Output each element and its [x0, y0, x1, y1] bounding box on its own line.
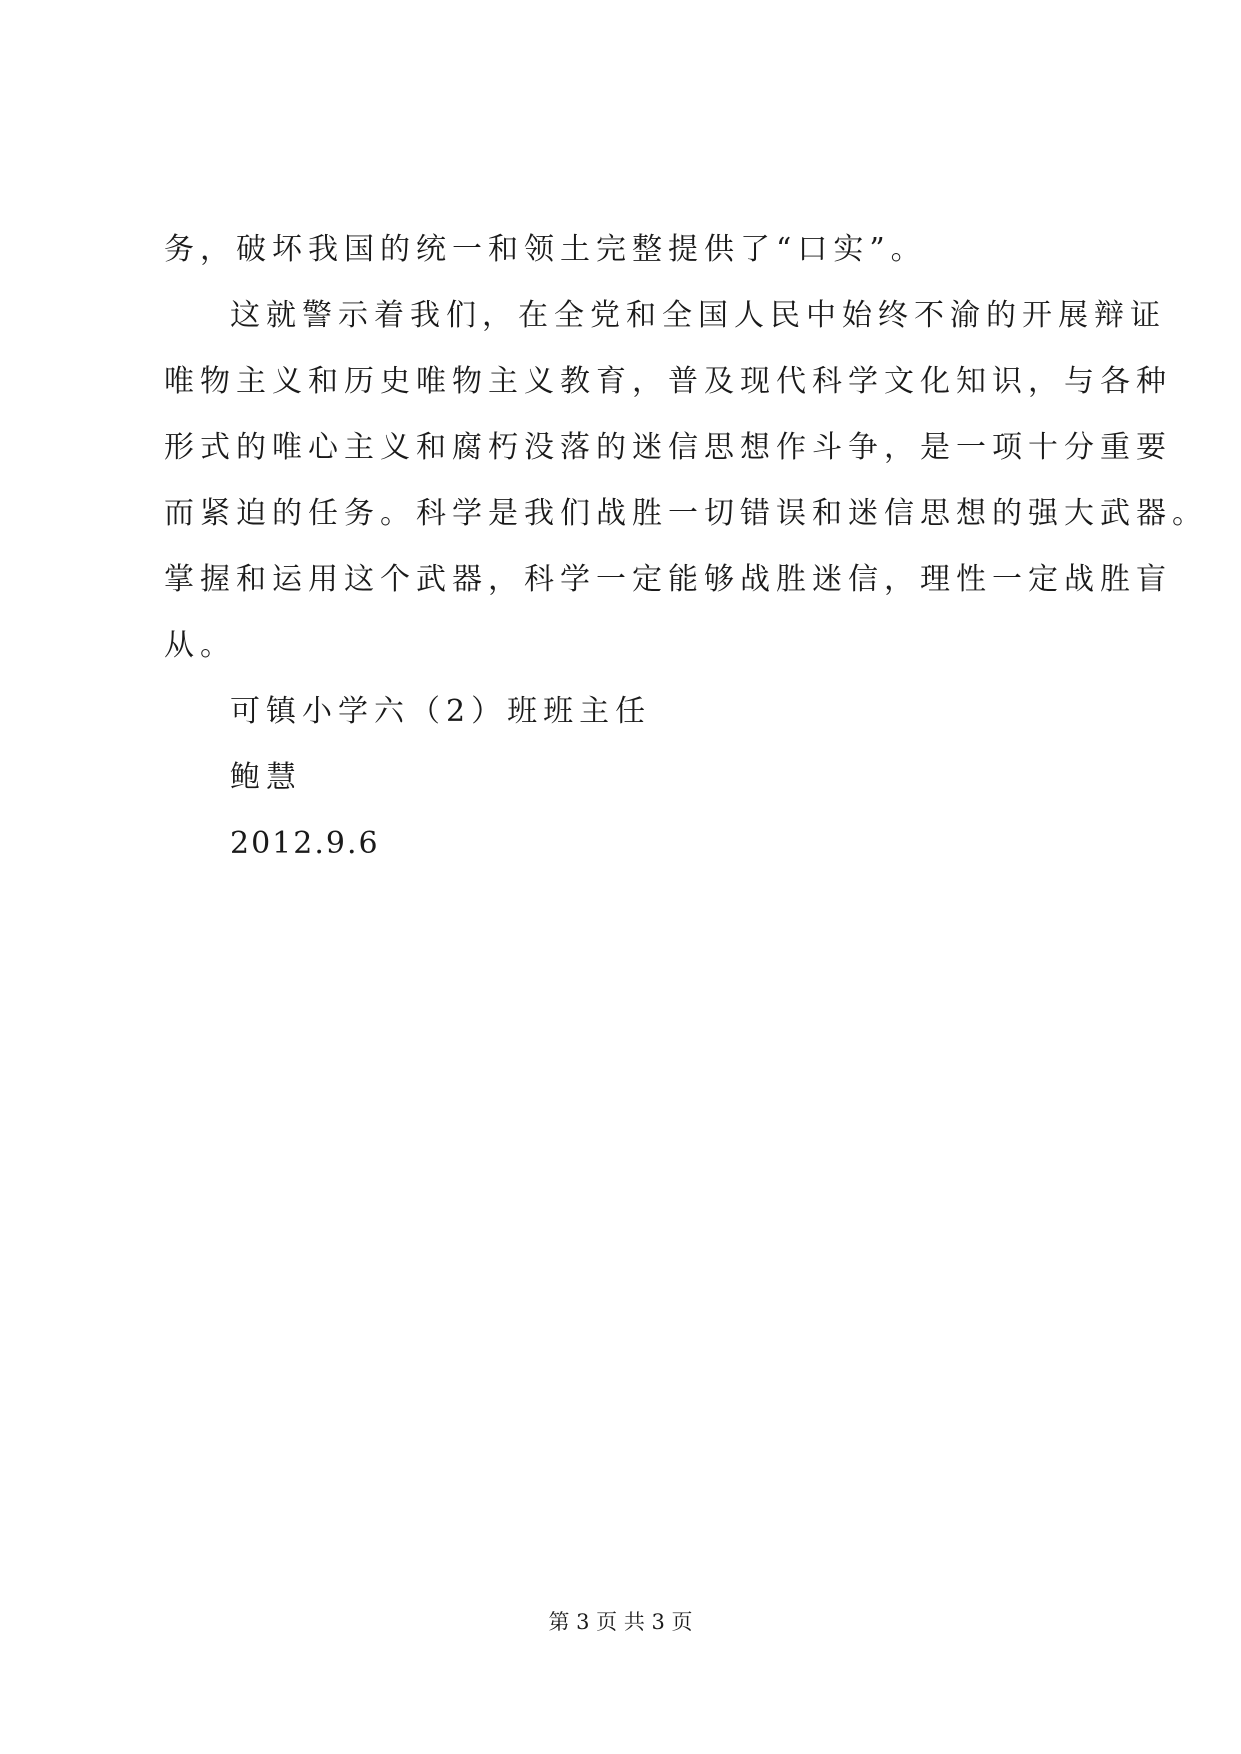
body-line-6: 掌握和运用这个武器，科学一定能够战胜迷信，理性一定战胜盲: [164, 562, 1172, 597]
body-line-4: 形式的唯心主义和腐朽没落的迷信思想作斗争，是一项十分重要: [164, 430, 1172, 465]
body-line-1: 务，破坏我国的统一和领土完整提供了“口实”。: [164, 232, 927, 267]
body-line-7: 从。: [164, 628, 236, 663]
signature-name: 鲍慧: [230, 760, 302, 795]
signature-school: 可镇小学六（2）班班主任: [230, 694, 652, 729]
body-line-2: 这就警示着我们，在全党和全国人民中始终不渝的开展辩证: [230, 298, 1166, 333]
body-line-5: 而紧迫的任务。科学是我们战胜一切错误和迷信思想的强大武器。: [164, 496, 1208, 531]
body-line-3: 唯物主义和历史唯物主义教育，普及现代科学文化知识，与各种: [164, 364, 1172, 399]
page-number: 第 3 页 共 3 页: [548, 1610, 693, 1634]
signature-date: 2012.9.6: [230, 826, 380, 861]
